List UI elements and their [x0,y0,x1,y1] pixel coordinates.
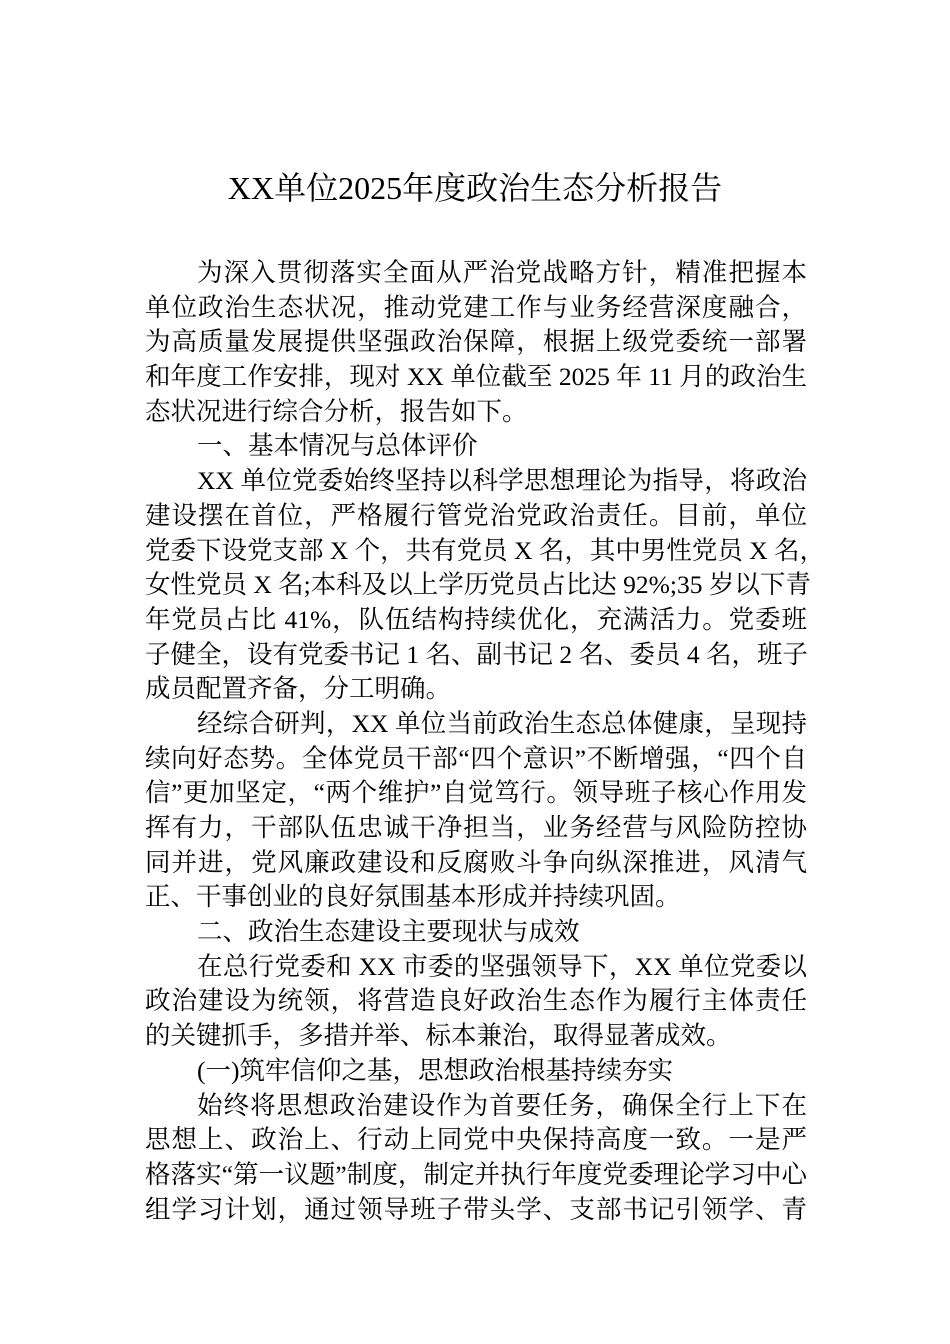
document-title: XX单位2025年度政治生态分析报告 [227,170,723,206]
paragraph [145,950,807,1054]
text-line: 和年度工作安排，现对 XX 单位截至 2025 年 11 月的政治生 [145,362,807,392]
text-line: 组学习计划，通过领导班子带头学、支部书记引领学、青 [145,1194,807,1224]
paragraph [145,256,807,429]
text-line: 建设摆在首位，严格履行管党治党政治责任。目前，单位 [145,500,807,530]
text-line: (一)筑牢信仰之基，思想政治根基持续夯实 [197,1055,673,1085]
text-line: 成员配置齐备，分工明确。 [145,674,452,704]
text-line: 的关键抓手，多措并举、标本兼治，取得显著成效。 [145,1021,732,1051]
text-line: 始终将思想政治建设作为首要任务，确保全行上下在 [197,1090,807,1120]
section-heading [145,915,807,950]
text-line: 单位政治生态状况，推动党建工作与业务经营深度融合， [145,292,807,322]
text-line: 一、基本情况与总体评价 [197,431,478,461]
text-line: 政治建设为统领，将营造良好政治生态作为履行主体责任 [145,986,807,1016]
text-line: 子健全，设有党委书记 1 名、副书记 2 名、委员 4 名，班子 [145,639,809,669]
text-line: 年党员占比 41%，队伍结构持续优化，充满活力。党委班 [145,604,807,634]
text-line: 党委下设党支部 X 个，共有党员 X 名，其中男性党员 X 名， [145,535,825,565]
text-line: 同并进，党风廉政建设和反腐败斗争向纵深推进，风清气 [145,847,807,877]
text-line: 为高质量发展提供坚强政治保障，根据上级党委统一部署 [145,327,807,357]
paragraph [145,1089,807,1228]
text-line: 在总行党委和 XX 市委的坚强领导下，XX 单位党委以 [197,951,807,981]
text-line: XX 单位党委始终坚持以科学思想理论为指导，将政治 [197,466,807,496]
section-heading [145,429,807,464]
paragraph [145,464,825,707]
section-heading [145,1054,807,1089]
text-line: 经综合研判，XX 单位当前政治生态总体健康，呈现持 [197,708,807,738]
text-line: 女性党员 X 名;本科及以上学历党员占比达 92%;35 岁以下青 [145,570,811,600]
text-line: 格落实“第一议题”制度，制定并执行年度党委理论学习中心 [145,1159,807,1189]
document-body [145,256,825,1227]
text-line: 挥有力，干部队伍忠诚干净担当，业务经营与风险防控协 [145,813,807,842]
text-line: 为深入贯彻落实全面从严治党战略方针，精准把握本 [197,258,807,287]
text-line: 态状况进行综合分析，报告如下。 [145,396,528,426]
paragraph [145,707,807,915]
text-line: 信”更加坚定，“两个维护”自觉笃行。领导班子核心作用发 [145,778,807,808]
text-line: 思想上、政治上、行动上同党中央保持高度一致。一是严 [145,1125,807,1155]
text-line: 续向好态势。全体党员干部“四个意识”不断增强，“四个自 [145,743,807,773]
text-line: 二、政治生态建设主要现状与成效 [197,917,580,947]
text-line: 正、干事创业的良好氛围基本形成并持续巩固。 [145,882,681,912]
